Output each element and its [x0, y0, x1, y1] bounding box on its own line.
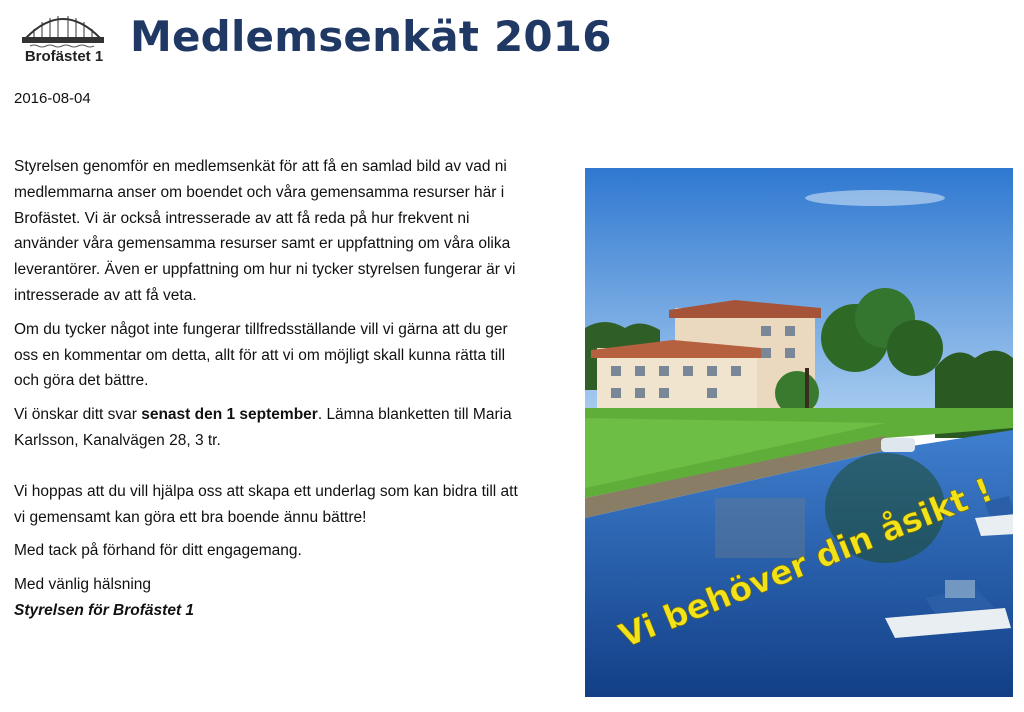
paragraph-feedback: Om du tycker något inte fungerar tillfredsställande vill vi gärna att du ger oss en kommentar om detta, allt för att vi om möjligt skall kunna rätta till och göra det bättre.: [14, 320, 508, 390]
paragraph-thanks: Med tack på förhand för ditt engagemang.: [14, 542, 302, 560]
deadline-date: senast den 1 september: [141, 406, 318, 424]
deadline-lead: Vi önskar ditt svar: [14, 406, 142, 424]
signature: Styrelsen för Brofästet 1: [14, 601, 195, 619]
logo-text: Brofästet 1: [24, 48, 104, 65]
document-date: 2016-08-04: [14, 90, 91, 107]
closing-line: Med vänlig hälsning: [14, 576, 152, 594]
paragraph-hope: Vi hoppas att du vill hjälpa oss att skapa ett underlag som kan bidra till att vi gemensamt kan göra ett bra boende ännu bättre!: [14, 482, 518, 526]
paragraph-deadline: [14, 402, 519, 454]
overlay-text: [585, 168, 1013, 697]
letter-body: [14, 154, 519, 624]
overlay-slogan: Vi behöver din åsikt !: [613, 469, 998, 656]
paragraph-intro: Styrelsen genomför en medlemsenkät för att få en samlad bild av vad ni medlemmarna anser om boendet och våra gemensamma resurser här i Brofästet. Vi är också intresserade av att få reda på hur frekvent ni använder våra gemensamma resurser samt er uppfattning om våra olika leverantörer. Även er uppfattning om hur ni tycker styrelsen fungerar är vi intresserade av att få veta.: [14, 158, 516, 304]
deadline-tail: . Lämna blanketten till Maria Karlsson, Kanalvägen 28, 3 tr.: [14, 406, 512, 449]
bridge-icon: [20, 8, 106, 48]
canal-photo: [585, 168, 1013, 697]
page-title: Medlemsenkät 2016: [130, 12, 612, 61]
logo: [18, 8, 108, 66]
